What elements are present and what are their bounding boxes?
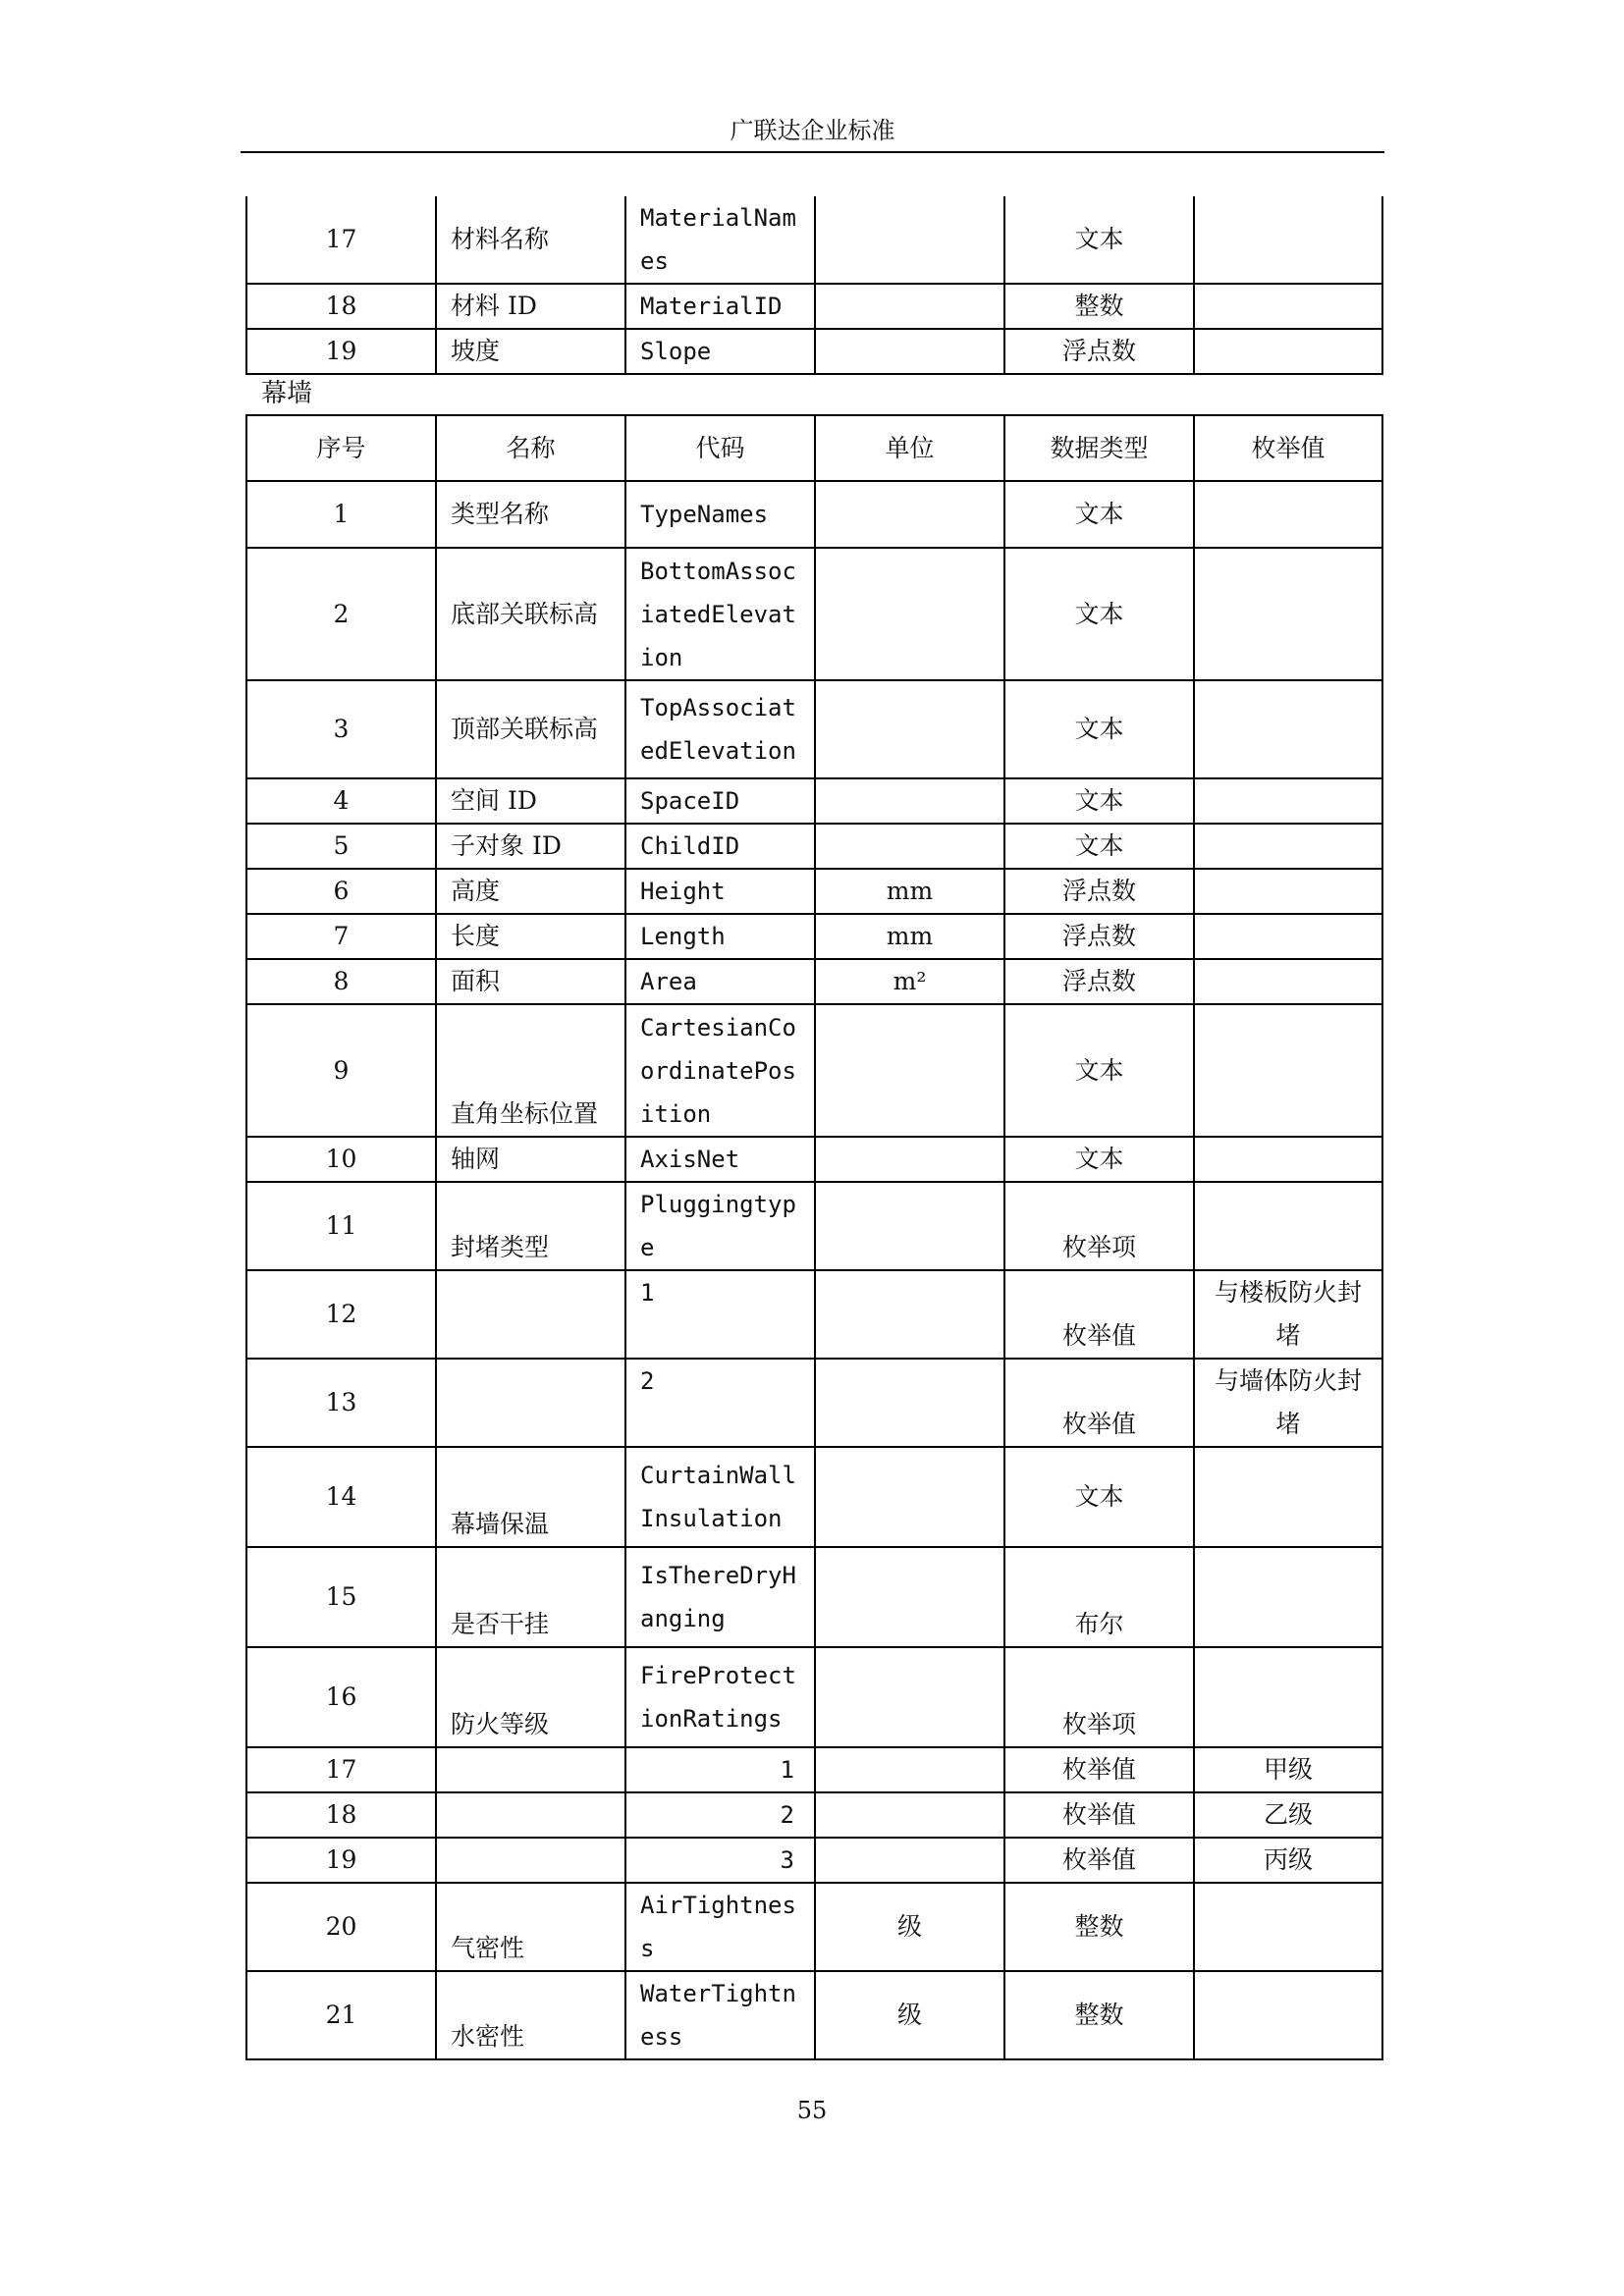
cell-code: Area [625, 959, 815, 1004]
cell-code: IsThereDryHanging [625, 1547, 815, 1647]
cell-code: TypeNames [625, 481, 815, 548]
cell-unit [815, 1747, 1004, 1792]
cell-name [436, 1270, 625, 1359]
cell-enum: 与墙体防火封堵 [1194, 1359, 1382, 1447]
cell-name: 底部关联标高 [436, 548, 625, 680]
table-row [246, 778, 1382, 824]
cell-code: Pluggingtype [625, 1182, 815, 1270]
table-row [246, 1971, 1382, 2059]
cell-type: 文本 [1004, 1137, 1194, 1182]
cell-enum [1194, 1883, 1382, 1971]
cell-name: 幕墙保温 [436, 1447, 625, 1547]
cell-code: AirTightness [625, 1883, 815, 1971]
table-row [246, 914, 1382, 959]
header-title: 广联达企业标准 [730, 117, 895, 144]
cell-no: 15 [246, 1547, 436, 1647]
cell-unit [815, 284, 1004, 329]
cell-code: Slope [625, 329, 815, 374]
cell-name [436, 1838, 625, 1883]
cell-type: 枚举项 [1004, 1182, 1194, 1270]
cell-type: 文本 [1004, 196, 1194, 284]
cell-unit [815, 1547, 1004, 1647]
cell-type: 枚举值 [1004, 1792, 1194, 1838]
table-row [246, 284, 1382, 329]
cell-unit [815, 329, 1004, 374]
cell-code: BottomAssociatedElevation [625, 548, 815, 680]
cell-enum: 乙级 [1194, 1792, 1382, 1838]
cell-name [436, 1747, 625, 1792]
cell-enum [1194, 1547, 1382, 1647]
cell-code: MaterialNames [625, 196, 815, 284]
cell-code: 3 [625, 1838, 815, 1883]
cell-name: 顶部关联标高 [436, 680, 625, 778]
section-title: 幕墙 [261, 379, 313, 408]
cell-unit: m² [815, 959, 1004, 1004]
table-header-row [246, 415, 1382, 481]
cell-code: WaterTightness [625, 1971, 815, 2059]
cell-enum [1194, 959, 1382, 1004]
cell-unit: mm [815, 914, 1004, 959]
cell-enum [1194, 914, 1382, 959]
cell-type: 文本 [1004, 824, 1194, 869]
cell-code: ChildID [625, 824, 815, 869]
cell-name: 直角坐标位置 [436, 1004, 625, 1137]
cell-unit [815, 1270, 1004, 1359]
table-row [246, 1270, 1382, 1359]
cell-type: 布尔 [1004, 1547, 1194, 1647]
cell-name: 是否干挂 [436, 1547, 625, 1647]
cell-no: 17 [246, 196, 436, 284]
cell-no: 6 [246, 869, 436, 914]
cell-name: 长度 [436, 914, 625, 959]
cell-no: 11 [246, 1182, 436, 1270]
cell-no: 16 [246, 1647, 436, 1747]
cell-no: 2 [246, 548, 436, 680]
table-row [246, 1359, 1382, 1447]
cell-type: 枚举值 [1004, 1747, 1194, 1792]
cell-name: 坡度 [436, 329, 625, 374]
cell-unit [815, 824, 1004, 869]
cell-code: 1 [625, 1747, 815, 1792]
cell-enum [1194, 824, 1382, 869]
cell-code: SpaceID [625, 778, 815, 824]
cell-unit [815, 1137, 1004, 1182]
cell-no: 3 [246, 680, 436, 778]
cell-unit [815, 548, 1004, 680]
cell-enum [1194, 778, 1382, 824]
table-row [246, 1838, 1382, 1883]
cell-type: 整数 [1004, 1971, 1194, 2059]
cell-enum: 甲级 [1194, 1747, 1382, 1792]
table-row [246, 680, 1382, 778]
cell-type: 浮点数 [1004, 959, 1194, 1004]
page-header [241, 110, 1384, 153]
cell-name: 材料 ID [436, 284, 625, 329]
cell-name: 封堵类型 [436, 1182, 625, 1270]
column-header-type: 数据类型 [1004, 415, 1194, 481]
table-row [246, 1647, 1382, 1747]
cell-name [436, 1359, 625, 1447]
cell-type: 枚举值 [1004, 1359, 1194, 1447]
cell-no: 7 [246, 914, 436, 959]
cell-name: 子对象 ID [436, 824, 625, 869]
column-header-name: 名称 [436, 415, 625, 481]
cell-name: 类型名称 [436, 481, 625, 548]
curtain-wall-table [245, 414, 1383, 2060]
continued-table [245, 196, 1383, 375]
column-header-code: 代码 [625, 415, 815, 481]
table-row [246, 869, 1382, 914]
table-row [246, 548, 1382, 680]
cell-name: 轴网 [436, 1137, 625, 1182]
table-row [246, 1447, 1382, 1547]
cell-unit: 级 [815, 1971, 1004, 2059]
cell-unit [815, 778, 1004, 824]
cell-enum [1194, 548, 1382, 680]
cell-name: 水密性 [436, 1971, 625, 2059]
cell-enum [1194, 1137, 1382, 1182]
cell-code: 2 [625, 1359, 815, 1447]
cell-unit [815, 680, 1004, 778]
cell-no: 17 [246, 1747, 436, 1792]
cell-enum [1194, 1647, 1382, 1747]
cell-no: 12 [246, 1270, 436, 1359]
cell-no: 1 [246, 481, 436, 548]
cell-type: 文本 [1004, 481, 1194, 548]
cell-no: 19 [246, 1838, 436, 1883]
page-number: 55 [796, 2097, 828, 2124]
cell-enum [1194, 481, 1382, 548]
cell-unit [815, 1359, 1004, 1447]
cell-code: TopAssociatedElevation [625, 680, 815, 778]
cell-no: 4 [246, 778, 436, 824]
table-row [246, 1547, 1382, 1647]
table-row [246, 1182, 1382, 1270]
cell-name: 高度 [436, 869, 625, 914]
cell-enum [1194, 680, 1382, 778]
column-header-enum: 枚举值 [1194, 415, 1382, 481]
cell-enum [1194, 869, 1382, 914]
cell-enum [1194, 1447, 1382, 1547]
cell-type: 整数 [1004, 1883, 1194, 1971]
cell-name: 材料名称 [436, 196, 625, 284]
cell-no: 19 [246, 329, 436, 374]
table-row [246, 959, 1382, 1004]
table-row [246, 481, 1382, 548]
cell-code: Length [625, 914, 815, 959]
table-row [246, 824, 1382, 869]
cell-unit [815, 1447, 1004, 1547]
cell-no: 13 [246, 1359, 436, 1447]
column-header-no: 序号 [246, 415, 436, 481]
cell-no: 18 [246, 284, 436, 329]
cell-type: 文本 [1004, 1004, 1194, 1137]
cell-no: 14 [246, 1447, 436, 1547]
cell-enum [1194, 1971, 1382, 2059]
table-row [246, 329, 1382, 374]
cell-name [436, 1792, 625, 1838]
cell-enum [1194, 284, 1382, 329]
cell-enum [1194, 196, 1382, 284]
cell-code: AxisNet [625, 1137, 815, 1182]
table-row [246, 196, 1382, 284]
cell-type: 整数 [1004, 284, 1194, 329]
cell-code: CurtainWallInsulation [625, 1447, 815, 1547]
cell-type: 枚举项 [1004, 1647, 1194, 1747]
cell-no: 20 [246, 1883, 436, 1971]
table-row [246, 1747, 1382, 1792]
cell-no: 10 [246, 1137, 436, 1182]
cell-unit [815, 1792, 1004, 1838]
cell-type: 文本 [1004, 1447, 1194, 1547]
cell-unit: mm [815, 869, 1004, 914]
cell-unit [815, 481, 1004, 548]
table-row [246, 1883, 1382, 1971]
cell-enum: 与楼板防火封堵 [1194, 1270, 1382, 1359]
cell-no: 5 [246, 824, 436, 869]
cell-unit [815, 196, 1004, 284]
cell-enum: 丙级 [1194, 1838, 1382, 1883]
cell-code: CartesianCoordinatePosition [625, 1004, 815, 1137]
table-row [246, 1792, 1382, 1838]
cell-type: 文本 [1004, 548, 1194, 680]
table-row [246, 1137, 1382, 1182]
cell-code: 1 [625, 1270, 815, 1359]
cell-unit [815, 1838, 1004, 1883]
cell-enum [1194, 329, 1382, 374]
cell-unit [815, 1182, 1004, 1270]
cell-type: 枚举值 [1004, 1270, 1194, 1359]
cell-enum [1194, 1004, 1382, 1137]
cell-no: 9 [246, 1004, 436, 1137]
table-row [246, 1004, 1382, 1137]
cell-no: 18 [246, 1792, 436, 1838]
cell-code: FireProtectionRatings [625, 1647, 815, 1747]
cell-name: 空间 ID [436, 778, 625, 824]
cell-unit [815, 1004, 1004, 1137]
cell-enum [1194, 1182, 1382, 1270]
cell-type: 浮点数 [1004, 869, 1194, 914]
cell-no: 21 [246, 1971, 436, 2059]
cell-unit [815, 1647, 1004, 1747]
cell-unit: 级 [815, 1883, 1004, 1971]
cell-type: 枚举值 [1004, 1838, 1194, 1883]
cell-name: 防火等级 [436, 1647, 625, 1747]
cell-name: 面积 [436, 959, 625, 1004]
cell-code: 2 [625, 1792, 815, 1838]
cell-type: 浮点数 [1004, 914, 1194, 959]
cell-no: 8 [246, 959, 436, 1004]
column-header-unit: 单位 [815, 415, 1004, 481]
cell-type: 浮点数 [1004, 329, 1194, 374]
cell-type: 文本 [1004, 680, 1194, 778]
cell-type: 文本 [1004, 778, 1194, 824]
cell-code: MaterialID [625, 284, 815, 329]
cell-name: 气密性 [436, 1883, 625, 1971]
cell-code: Height [625, 869, 815, 914]
